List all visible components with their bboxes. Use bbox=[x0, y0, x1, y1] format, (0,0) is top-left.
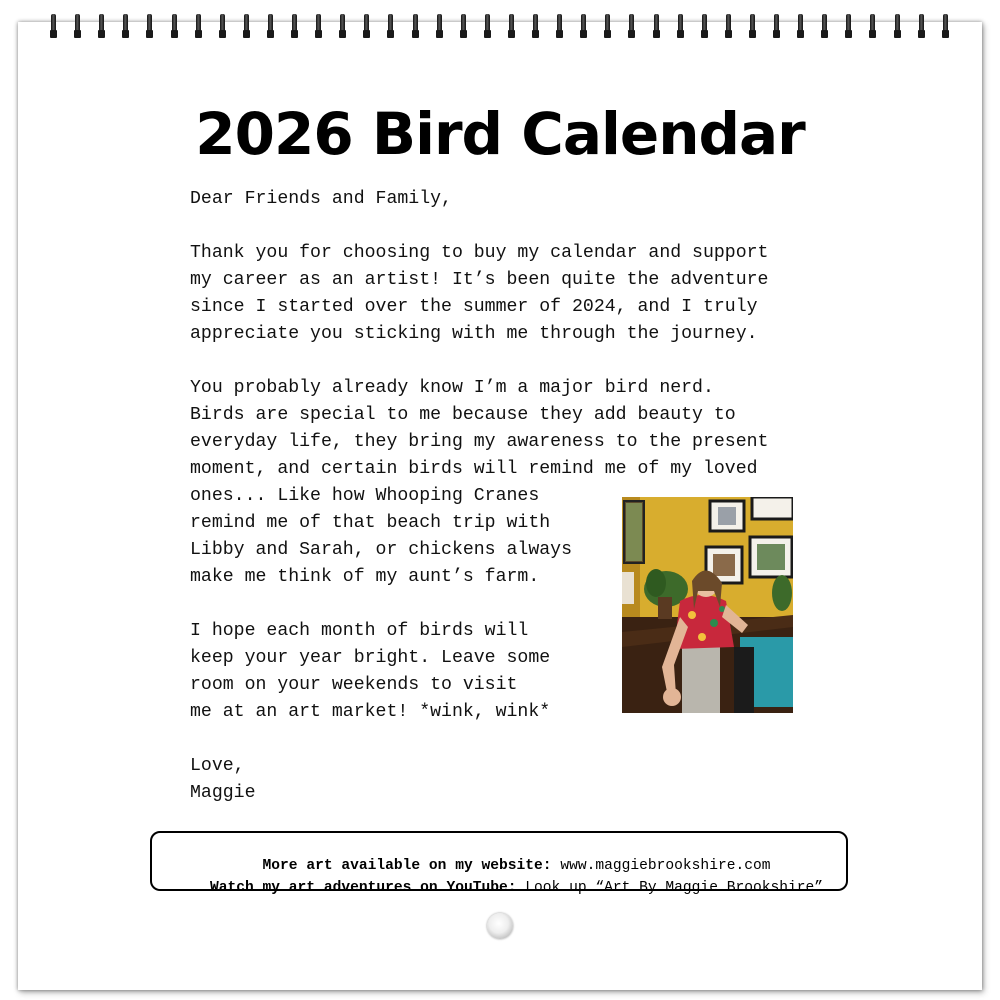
binding-ring bbox=[821, 14, 828, 40]
page-title: 2026 Bird Calendar bbox=[195, 100, 805, 168]
binding-ring bbox=[219, 14, 226, 40]
letter-closing: Love, bbox=[190, 756, 245, 776]
binding-ring bbox=[267, 14, 274, 40]
binding-ring bbox=[653, 14, 660, 40]
binding-ring bbox=[171, 14, 178, 40]
letter-line: moment, and certain birds will remind me of my loved bbox=[190, 459, 758, 479]
letter-signature: Maggie bbox=[190, 783, 256, 803]
binding-ring bbox=[412, 14, 419, 40]
spiral-binding bbox=[0, 8, 1000, 48]
binding-ring bbox=[942, 14, 949, 40]
letter-line: remind me of that beach trip with bbox=[190, 513, 551, 533]
letter-line: me at an art market! *wink, wink* bbox=[190, 702, 551, 722]
binding-ring bbox=[98, 14, 105, 40]
binding-ring bbox=[580, 14, 587, 40]
letter-greeting: Dear Friends and Family, bbox=[190, 189, 452, 209]
letter-line: Libby and Sarah, or chickens always bbox=[190, 540, 572, 560]
letter-line: Birds are special to me because they add beauty to bbox=[190, 405, 736, 425]
letter-line: since I started over the summer of 2024, and I truly bbox=[190, 297, 758, 317]
letter-line: appreciate you sticking with me through the journey. bbox=[190, 324, 758, 344]
binding-ring bbox=[315, 14, 322, 40]
binding-ring bbox=[869, 14, 876, 40]
letter-line: my career as an artist! It’s been quite the adventure bbox=[190, 270, 769, 290]
binding-ring bbox=[749, 14, 756, 40]
website-link[interactable]: www.maggiebrookshire.com bbox=[560, 858, 771, 874]
binding-ring bbox=[146, 14, 153, 40]
youtube-label: Watch my art adventures on YouTube: bbox=[209, 880, 517, 896]
binding-ring bbox=[845, 14, 852, 40]
binding-ring bbox=[604, 14, 611, 40]
binding-ring bbox=[701, 14, 708, 40]
binding-ring bbox=[122, 14, 129, 40]
binding-ring bbox=[677, 14, 684, 40]
binding-ring bbox=[508, 14, 515, 40]
website-label: More art available on my website: bbox=[262, 858, 552, 874]
binding-ring bbox=[339, 14, 346, 40]
letter-line: You probably already know I’m a major bird nerd. bbox=[190, 378, 714, 398]
binding-ring bbox=[460, 14, 467, 40]
letter-line: I hope each month of birds will bbox=[190, 621, 529, 641]
letter-line: everyday life, they bring my awareness to the present bbox=[190, 432, 769, 452]
letter-line: keep your year bright. Leave some bbox=[190, 648, 551, 668]
info-box bbox=[150, 831, 848, 896]
binding-ring bbox=[387, 14, 394, 40]
binding-ring bbox=[532, 14, 539, 40]
binding-ring bbox=[918, 14, 925, 40]
binding-ring bbox=[556, 14, 563, 40]
youtube-line bbox=[152, 864, 846, 912]
binding-ring bbox=[797, 14, 804, 40]
artist-photo bbox=[622, 497, 793, 713]
binding-ring bbox=[436, 14, 443, 40]
binding-ring bbox=[628, 14, 635, 40]
letter-line: ones... Like how Whooping Cranes bbox=[190, 486, 540, 506]
binding-ring bbox=[243, 14, 250, 40]
binding-ring bbox=[74, 14, 81, 40]
youtube-value: Look up “Art By Maggie Brookshire” bbox=[525, 880, 824, 896]
binding-ring bbox=[363, 14, 370, 40]
binding-ring bbox=[50, 14, 57, 40]
hanging-hole bbox=[487, 913, 513, 939]
letter-line: room on your weekends to visit bbox=[190, 675, 518, 695]
letter-line: make me think of my aunt’s farm. bbox=[190, 567, 540, 587]
binding-ring bbox=[195, 14, 202, 40]
letter-line: Thank you for choosing to buy my calendar and support bbox=[190, 243, 769, 263]
binding-ring bbox=[484, 14, 491, 40]
binding-ring bbox=[725, 14, 732, 40]
binding-ring bbox=[894, 14, 901, 40]
binding-ring bbox=[773, 14, 780, 40]
binding-ring bbox=[291, 14, 298, 40]
